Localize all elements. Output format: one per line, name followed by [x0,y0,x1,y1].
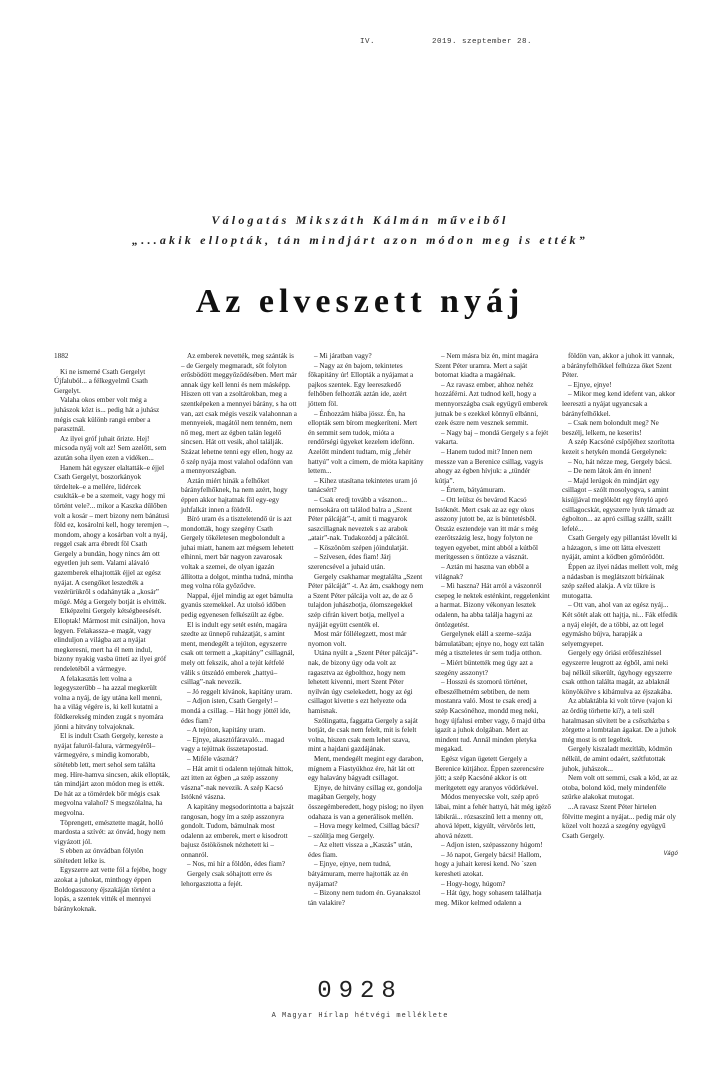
paragraph: El is indult egy setét estén, magára szedte az ünnepő ruházatját, s amint ment, mendegélt a tejúton, egyszerre csak ott termett a „kapitány” csillagnál, mely ott fekszik, ahol a tejút kétfelé válik s útszúdó emberek „hattyú–csillag”-nak nevezik. [181,620,295,687]
paragraph: A kapitány megsodorintotta a bajszát rangosan, hogy ím a szép asszonyra gondolt. Tudom, bámulnak most odalenn az emberek, mert e kisodrott bajusz őstökösnek nézhetett ki – onnanról. [181,802,294,859]
paragraph: – Hát úgy, hogy sohasem találhatja meg. Mikor kelmed odalenn a [435,889,542,907]
column-1 [54,352,170,964]
paragraph: S ebben az ónvádban fölytön sötétedett lelke is. [54,847,144,865]
paragraph: Hanem hát egyszer elaltatták–e éjjel Csath Gergelyt, boszorkányok tërdeltek–e a mellére, lidércek csuklták–e be a szemeit, vagy hogy mi történt vele?... mikor a Kaszka dűlőben volt a kosár – mert bizony nem bánátusi föld ez, kosárolni kell, hogy teremjen –, mondom, ahogy a kosárban volt a nyáj, reggel csak arra ébredt föl Csath Gergely a bundán, hogy nincs ám ott egyetlen juh sem. Valami alávaló gazemberek elhajtották éjjel az egész nyájat. A csengőket leszedték a vezérürükről s odahányták a „kosár” mögé. Még a Gergely botját is elvitték. [54,463,170,606]
paragraph: – Hanem tudod mit? Innen nem messze van a Berenice csillag, vagyis ahogy az égben hívjuk: a „tündér kútja”. [435,447,544,485]
paragraph: – Nem másra biz én, mint magára Szent Péter uramra. Mert a saját botomat kiadta a magáénak. [435,352,539,380]
paragraph: – Mi haszna? Hát arról a vászonról csepeg le nektek esténkint, reggelenkint a harmat. Bizony vékonyan lesztek odalenn, ha abba találja hagyni az öntözgetést. [435,582,550,629]
paragraph: Töprengett, emésztette magát, holló mardosta a szívét: az ónvád, hogy nem vigyázott jól. [54,818,166,846]
paragraph: Gergely csak sóhajtott erre és lehorgasztotta a fejét. [181,870,272,888]
paragraph: – Ott leülsz és bevárod Kacsó Istóknét. Mert csak az az egy okos asszony jutott be, az is büntetésből. Ötszáz esztendeje van itt már s még ezerötszázig lesz, hogy folyton ne tegyen egyebet, mint abból a kútből merítgessen s öntözze a vásznát. [435,495,538,562]
article-year: 1882 [54,352,69,360]
paragraph: Az ilyei gróf juhait őrizte. Hej! micsoda nyáj volt az! Sem azelőtt, sem azután soha ilyen ezen a vidéken... [54,434,167,462]
subtitle-line-2: „...akik ellopták, tán mindjárt azon módon meg is ették” [132,233,588,247]
paragraph: – Csak nem bolondult meg? Ne beszélj, lelkem, ne keserits! [562,419,659,437]
paragraph: – Értem, bátyámuram. [441,486,506,495]
column-5-text [562,352,678,841]
paragraph: – Az eltett vissza a „Kaszás” után, édes fiam. [308,841,413,859]
paragraph: Most már föllélegzett, most már nyomon volt. [308,630,407,648]
column-4 [435,352,551,964]
paragraph: – Bizony nem tudom én. Gyanakszol tán valakire? [308,889,421,907]
paragraph: – Jó napot, Gergely bácsi! Hallom, hogy a juhait keresi kend. No ´szen keresheti azokat. [435,850,542,879]
paragraph: – Nagy baj – mondá Gergely s a fejét vakarta. [435,428,549,447]
column-2 [181,352,297,964]
paragraph: – Nos, mi hír a földön, édes fiam? [187,860,286,869]
column-4-text [435,352,551,908]
paragraph: – De nem látok ám én innen! [568,467,652,476]
paragraph: Az ablaktábla ki volt törve (vajon ki az ördög törhette ki?), a teli szél hatalmasan süvített be a csőszházba s zörgette a lombtalan ágakat. De a juhok még most is ott legeltek. [562,697,677,744]
footer-caption: A Magyar Hírlap hétvégi melléklete [271,1012,449,1020]
paragraph: Gergely egy óriási erőfeszítéssel egyszerre leugrott az égből, ami neki baj nélkül sikerült, úgyhogy egyszerre csak otthon találta magát, az ablaknál könyökölve s kibámulva az éjszakába. [562,649,673,696]
paragraph: – Jó reggelt kívánok, kapitány uram. [187,687,293,696]
paragraph: – Hát amit ti odalenn tejútnak hittok, azt itten az égben „a szép asszony vászna”-nak nevezik. A szép Kacsó Istókné vászna. [181,764,293,802]
paragraph: El is indult Csath Gergely, kereste a nyájat faluról-falura, vármegyéről–vármegyére, s mindig komorabb, sötétebb lett, mert sehol sem találta meg. Híre-hamva sincsen, akik ellopták, tán mindjárt azon módon meg is ették. De hát az a tömérdek bőr mégis csak megvolna valahol? S megszólalna, ha megvolna. [54,732,170,817]
paragraph: Nappal, éjjel mindig az eget bámulta gyanús szemekkel. Az utolsó időben pedig egyenesen felkészült az égbe. [181,591,293,620]
column-3-text [308,352,424,908]
paragraph: Valaha okos ember volt még a juhászok közt is... pedig hát a juhász mégis csak különb rangú ember a parasztnál. [54,396,160,434]
paragraph: – Hosszú és szomorú történet, elbeszélhetném sebtiben, de nem mostanra való. Most te csak eredj a szép Kacsónéhoz, mondd meg neki, hogy újfalusi ember vagy, ő majd útba igazít a juhok dolgában. Mert az mindent tud. Annál minden pletyka megakad. [435,678,546,754]
paragraph: Módos menyecske volt, szép apró lábai, mint a fehér hattyú, hát még igéző lábikrái... rózsaszínű lett a menny ott, ahová lépett, kigyúlt, vérvörös lett, ahová nézett. [435,793,551,840]
paragraph: Egész vígan ügetett Gergely a Berenice kútjához. Éppen szerencsére jött; a szép Kacsóné akkor is ott merítgetett egy aranyos vödörkével. [435,754,544,792]
paragraph: Ejnye, de hitvány csillag ez, gondolja magában Gergely, hogy összegémberedett, hogy pislog; no ilyen odahaza is van a generálisok mellén. [308,783,424,821]
paragraph: – Mikor meg kend idefent van, akkor leereszti a nyájat ugyancsak a bárányfelhőkkel. [562,390,676,418]
paragraph: – Nagy az én bajom, tekintetes főkapitány úr! Ellopták a nyájamat a pajkos szentek. Egy leereszkedő felhőben felhozták aztán ide, azért jöttem föl. [308,361,414,408]
paragraph: Csath Gergely egy pillantást lövellt ki a házagon, s ime ott látta elveszett nyáját, amint a ködben gőmörödött. [562,534,678,562]
paragraph: Nem volt ott semmi, csak a köd, az az otoba, bolond köd, mely mindenféle szürke alakokat mutogat. [562,774,678,802]
footer-number: 0928 [317,978,403,1005]
column-5 [562,352,678,964]
paragraph: Egyszerre azt vette föl a fejébe, hogy azokat a juhokat, minthogy éppen Boldogasszony éjszakáján történt a lopás, a szentek vitték el mennyei báránykoknak. [54,866,167,913]
column-3 [308,352,424,964]
paragraph: Éppen az ilyei nádas mellett volt, még a nádasban is meglátszott bírkáinak szép széled alakja. A víz tükre is mutogatta. [562,563,678,600]
paragraph: – Adjon isten, szépasszony húgom! [441,841,543,850]
subtitle [0,210,720,250]
paragraph: Elképzelni Gergely kétségbeesését. Elloptak! Mármost mit csináljon, hova legyen. Felakassza–e magát, vagy elinduljon a világba azt a nyájat megkeresni, mert ha él nem indul, bizony nyakig vasba üttetí az ilyei gróf rendeletéből a vármegye. [54,607,167,673]
paragraph: – Hova megy kelmed, Csillag bácsi? – szólítja meg Gergely. [308,822,420,840]
paragraph: – Köszönöm szépen jóindulatját. [314,543,409,552]
paragraph: – Kihez utasítana tekintetes uram jó tanácsért? [308,476,418,495]
paragraph: – Ejnye, akasztófáravaló... magad vagy a tejútnak összetapostad. [181,735,285,754]
paragraph: – Miért büntették meg úgy azt a szegény asszonyt? [435,659,533,677]
paragraph: Utána nyúlt a „Szent Péter pálcájá”-nak, de bizony úgy oda volt az ragasztva az égbolthoz, hogy nem lehetett kivenni, mert Szent Péter nyilván úgy cselekedett, hogy az égi csillagot kivette s ezt helyezte oda hamisnak. [308,649,418,715]
paragraph: – Énhozzám hiába jössz. Én, ha ellopták sem bírom megkeríteni. Mert én semmit sem tudok, mióta a rendőrségi ügyeket kezelem idefönn. Azelőtt mindent tudtam, míg „fehér hattyú” volt a címem, de mióta kapitány lettem... [308,409,424,476]
paragraph: Aztán miért hinák a felhőket bárányfelhőknek, ha nem azért, hogy éppen akkor hajtatnak föl egy-egy juhfalkát innen a földről. [181,476,288,514]
paragraph: Gergely kiszaladt mezítláb, ködmön nélkül, de amint odaért, szétfutottak juhok, juhászok... [562,745,673,773]
paragraph: – Ejnye, ejnye! [568,380,612,389]
issue-date: 2019. szeptember 28. [432,38,533,46]
paragraph: – Majd lerúgok én mindjárt egy csillagot – szólt mosolyogva, s amint kisújjával meglökött egy fényló apró csillagocskát, egyszerre lyuk támadt az égbolton... az apró csillag szállt, szállt lefelé... [562,476,675,533]
paragraph: A felakasztás lett volna a legegyszerűbb – ha azzal megkerült volna a nyáj, de így utána kell menni, ha a világ végére is, ki kell kutatni a földkerekség minden zugát s nyomára jönni a hitvány tolvajoknak. [54,674,164,731]
paragraph: – Adjon isten, Csath Gergely! – mondá a csillag. – Hát hogy jöttél ide, édes fiam? [181,697,291,725]
paragraph: Szólingatta, faggatta Gergely a saját botját, de csak nem felelt, mit is felelt volna, hiszen csak nem lehet szava, mint a hajdani gazdájának. [308,716,418,754]
subtitle-line-1: Válogatás Mikszáth Kálmán műveiből [211,213,509,227]
author-signature: Vágó [663,850,678,858]
paragraph: – Mi járatban vagy? [314,352,372,360]
paragraph: – Szívesen, édes fiam! Járj szerencsével a juhaid után. [308,553,391,572]
paragraph: – A tejúton, kapitány uram. [187,726,266,735]
paragraph: Az emberek nevették, meg szánták is – de Gergely megmaradt, sőt folyton erősbödött meggyőződésében. Mert már annak úgy kell lenni és nem másképp. Hiszen ott van a zsoltárokban, meg a szentképeken a mennyei bárány, s ha ott van, azt csak mégis veszik valahonnan a mennyeiek, magától nem tenném, nem nő meg, mert az égben talán legelő sincsen. Hát ott vesik, ahol találják. Százat lehetne tenni egy ellen, hogy az ő szép nyája most valahol odafönn van a mennyországban. [181,352,297,476]
article-title: Az elveszett nyáj [195,283,525,320]
paragraph: – Miféle vásznát? [187,754,239,763]
paragraph: Ment, mendegélt megint egy darabon, mígnem a Fiastyúkhoz ére, hát lát ott egy halavány bágyadt csillagot. [308,754,424,783]
paragraph: Bíró uram és a tiszteletendő úr is azt mondották, hogy szegény Csath Gergely tökéletesen megbolondult a juhai miatt, hanem azt mégsem lehetett elhinni, mert bár nagyon zavarosak voltak a szemei, de olyan igazán állította a dolgot, mintha tudná, mintha meg volna róla győződve. [181,515,294,591]
paragraph: – Az ravasz ember, ahhoz nehéz hozzáférni. Azt tudnod kell, hogy a mennyországba csak együgyű emberek jutnak be s ezekkel könnyű elbánni, ezek észre nem vesznek semmit. [435,380,548,428]
paragraph: – Ejnye, ejnye, nem tudná, bátyámuram, merre hajtották az én nyájamat? [308,860,408,888]
column-1-text [54,368,170,915]
paragraph: Gergely csakhamar megtalálta „Szent Péter pálcáját” -t. Az ám, csakhogy nem a Szent Péter pálcája volt az, de az ő tulajdon juhászbotja, ólomszegekkel szép cifrán kivert botja, mellyel a nyájját együtt csenték el. [308,572,424,629]
paragraph: földön van, akkor a juhok itt vannak, a bárányfelhőkkel felhúzza őket Szent Péter. [562,352,675,380]
paragraph: – Hogy-hogy, húgom? [441,879,506,888]
paragraph: ...A ravasz Szent Péter hirtelen fölvitte megint a nyájat... pedig már oly közel volt hozzá a szegény együgyű Csath Gergely. [562,802,676,840]
paragraph: Ki ne ismerné Csath Gergelyt Újfaluból... a félkegyelmű Csath Gergelyt. [54,367,148,395]
column-2-text [181,352,297,889]
paragraph: A szép Kacsóné csípőjéhez szorította kezeit s hetykén mondá Gergelynek: [562,438,675,456]
paragraph: Gergelynek eláll a szeme–szája bámulatában; ejnye no, hogy ezt talán még a tiszteletes úr sem tudja otthon. [435,630,544,658]
paragraph: – Csak eredj tovább a vásznon... nemsokára ott találod balra a „Szent Péter pálcáját”-t, amit ti magyarok saszcillagnak neveztek s az arabok „atair”-nak. Tudakozódj a pálcától. [308,495,412,543]
issue-number: IV. [360,38,376,46]
article-body [54,352,676,964]
paragraph: – No, hát nézze meg, Gergely bácsi. [568,457,672,466]
paragraph: – Aztán mi haszna van ebből a világnak? [435,563,529,581]
paragraph: – Ott van, ahol van az egész nyáj... Két sötét alak ott hajtja, ni... Fák elfedik a nyáj elejét, de a többi, az ott legel egymásho bújva, harapják a selyemgyepet. [562,601,678,648]
